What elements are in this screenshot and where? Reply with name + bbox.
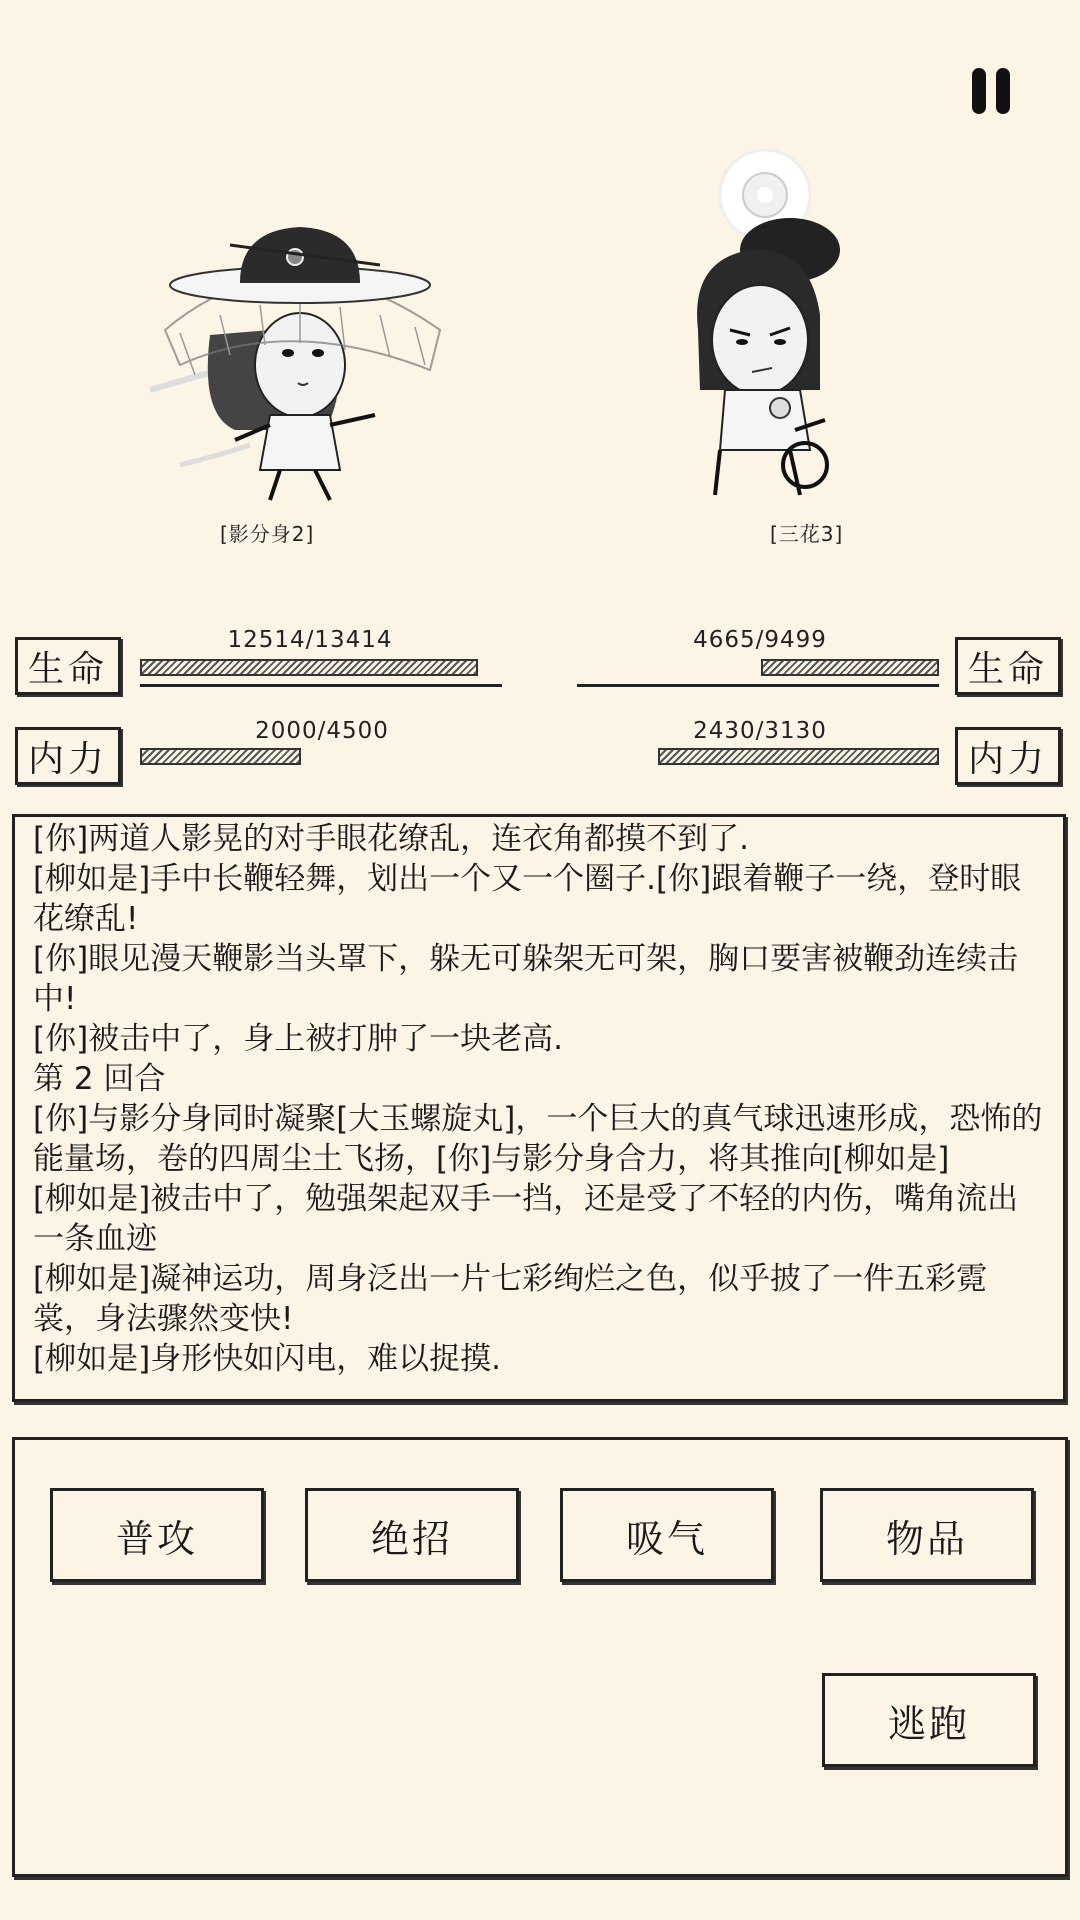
log-line: [柳如是]身形快如闪电，难以捉摸. (33, 1341, 502, 1377)
pause-button[interactable] (970, 68, 1014, 116)
battle-log[interactable] (12, 814, 1066, 1402)
flee-button[interactable]: 逃跑 (822, 1673, 1036, 1767)
log-line: [柳如是]被击中了，勉强架起双手一挡，还是受了不轻的内伤，嘴角流出一条血迹 (33, 1181, 1019, 1257)
log-line: [你]眼见漫天鞭影当头罩下，躲无可躲架无可架，胸口要害被鞭劲连续击中! (33, 941, 1019, 1017)
enemy-sprite-icon (660, 140, 880, 500)
player-hp-label: 生命 (15, 637, 121, 695)
player-mp-value: 2000/4500 (255, 718, 389, 744)
player-hp-bar (140, 659, 478, 676)
enemy-mp-value: 2430/3130 (693, 718, 827, 744)
enemy-hp-label: 生命 (955, 637, 1061, 695)
log-line: [你]被击中了，身上被打肿了一块老高. (33, 1021, 564, 1057)
enemy-mp-label: 内力 (955, 727, 1061, 785)
enemy-hp-track (577, 684, 939, 687)
log-line: [柳如是]手中长鞭轻舞，划出一个又一个圈子.[你]跟着鞭子一绕，登时眼花缭乱! (33, 861, 1022, 937)
player-hp-track (140, 684, 502, 687)
player-mp-label: 内力 (15, 727, 121, 785)
breathe-button[interactable]: 吸气 (560, 1488, 774, 1582)
enemy-name: [三花3] (770, 522, 844, 546)
player-name: [影分身2] (220, 522, 315, 546)
ultimate-button[interactable]: 绝招 (305, 1488, 519, 1582)
player-character (140, 215, 450, 505)
items-button[interactable]: 物品 (820, 1488, 1034, 1582)
battle-log-content (33, 819, 1049, 1379)
log-line: [你]与影分身同时凝聚[大玉螺旋丸]，一个巨大的真气球迅速形成，恐怖的能量场，卷的四周尘土飞扬，[你]与影分身合力，将其推向[柳如是] (33, 1101, 1043, 1177)
round-heading: 第 2 回合 (33, 1061, 166, 1097)
action-panel (12, 1437, 1068, 1877)
enemy-character (660, 140, 880, 500)
pause-icon (972, 68, 986, 114)
player-sprite-icon (140, 215, 450, 505)
enemy-hp-bar (761, 659, 939, 676)
enemy-hp-value: 4665/9499 (693, 627, 827, 653)
player-hp-value: 12514/13414 (227, 627, 393, 653)
log-line: [你]两道人影晃的对手眼花缭乱，连衣角都摸不到了. (33, 821, 750, 857)
enemy-mp-bar (658, 748, 939, 765)
player-mp-bar (140, 748, 301, 765)
attack-button[interactable]: 普攻 (50, 1488, 264, 1582)
log-line: [柳如是]凝神运功，周身泛出一片七彩绚烂之色，似乎披了一件五彩霓裳，身法骤然变快! (33, 1261, 988, 1337)
